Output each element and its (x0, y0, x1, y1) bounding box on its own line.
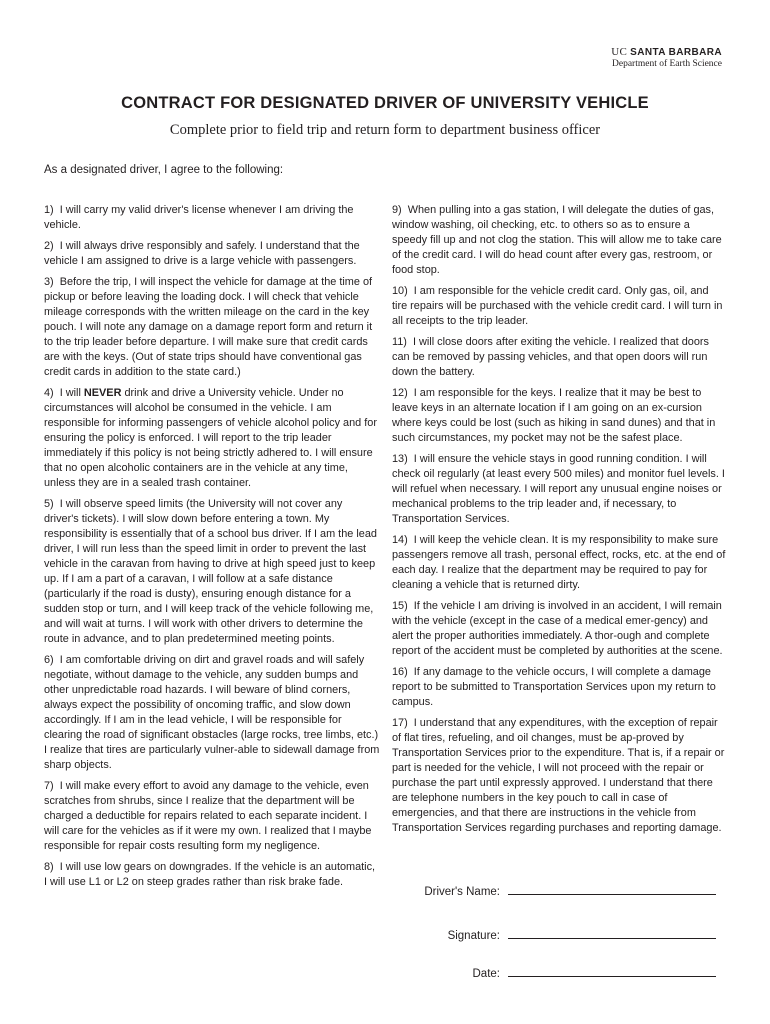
item-text: I am comfortable driving on dirt and gravel roads and will safely negotiate, without damage to the vehicle, any sudden bumps and other unpredictable road hazards. I will beware of blind corners, always expect the possibility of oncoming traffic, and slow down accordingly. If I am in the lead vehicle, I will be responsible for clearing the road of significant obstacles (large rocks, tree limbs, etc.) I realize that tires are particularly vulner-able to sidewall damage from sharp objects. (44, 654, 380, 771)
item-text: I will keep the vehicle clean. It is my responsibility to make sure passengers remove all trash, personal effect, rocks, etc. at the end of each day. I realize that the department may be required to pay for cleaning a vehicle that is returned dirty. (392, 534, 726, 591)
right-column (392, 203, 726, 842)
agreement-item-12 (392, 386, 726, 446)
item-number: 9) (392, 204, 402, 216)
item-text: I understand that any expenditures, with the exception of repair of flat tires, refueling, and oil changes, must be ap-proved by Transportation Services prior to the expenditure. That is, if a repair or part is needed for the vehicle, I will not proceed with the repair or purchase the part until expressly approved. I understand that there are telephone numbers in the key pouch to call in case of emergencies, and that there are instructions in the vehicle from Transportation Services regarding purchases and reporting damage. (392, 717, 725, 834)
agreement-item-1 (44, 203, 380, 233)
agreement-item-10 (392, 284, 726, 329)
item-number: 2) (44, 240, 54, 252)
agreement-item-14 (392, 533, 726, 593)
agreement-item-6 (44, 653, 380, 773)
agreement-item-16 (392, 665, 726, 710)
item-number: 4) (44, 387, 54, 399)
intro-text: As a designated driver, I agree to the following: (44, 164, 284, 176)
item-text: When pulling into a gas station, I will delegate the duties of gas, window washing, oil checking, etc. to others so as to ensure a speedy fill up and not clog the station. This will allow me to take care of the credit card. I will do head count after every gas, restroom, or food stop. (392, 204, 722, 276)
agreement-item-11 (392, 335, 726, 380)
university-logo (611, 46, 722, 58)
item-text: Before the trip, I will inspect the vehicle for damage at the time of pickup or before leaving the loading dock. I will check that vehicle mileage corresponds with the written mileage on the card in the key pouch. I will note any damage on a damage report form and return it to the trip leader before departure. I will make sure that credit cards are with the keys. (Out of state trips should have conventional gas credit cards in addition to the state card.) (44, 276, 373, 378)
never-emphasis: NEVER (83, 387, 122, 399)
letterhead (611, 46, 722, 69)
signature-field[interactable] (448, 928, 716, 942)
signature-label: Signature: (447, 930, 500, 942)
item-number: 13) (392, 453, 408, 465)
item-text-lead: I will (59, 387, 81, 399)
agreement-item-15 (392, 599, 726, 659)
item-text: I will observe speed limits (the University will not cover any driver's tickets). I will slow down before entering a town. My responsibility is essentially that of a school bus driver. If I am the lead driver, I will run less than the speed limit in order to prevent the last vehicle in the caravan from having to drive at high speed just to keep up. If I am a part of a caravan, I will follow at a safe distance (particularly if the road is dusty), ensuring enough distance for a sudden stop or turn, and I will keep track of the vehicle following me, and will wait at turns. I will work with other drivers to determine the route in advance, and to plan predetermined meeting points. (44, 498, 377, 645)
date-line[interactable] (508, 966, 716, 977)
campus-name: SANTA BARBARA (630, 47, 722, 58)
document-subtitle: Complete prior to field trip and return form to department business officer (169, 122, 601, 138)
item-text: I am responsible for the vehicle credit card. Only gas, oil, and tire repairs will be purchased with the vehicle credit card. I will turn in all receipts to the trip leader. (392, 285, 723, 327)
agreement-item-2 (44, 239, 380, 269)
item-text: I will use low gears on downgrades. If the vehicle is an automatic, I will use L1 or L2 on steep grades rather than risk brake fade. (44, 861, 376, 888)
agreement-item-3 (44, 275, 380, 380)
item-number: 8) (44, 861, 54, 873)
agreement-item-13 (392, 452, 726, 527)
item-text: I will carry my valid driver's license whenever I am driving the vehicle. (44, 204, 354, 231)
driver-name-label: Driver's Name: (424, 886, 500, 898)
agreement-item-17 (392, 716, 726, 836)
document-title: CONTRACT FOR DESIGNATED DRIVER OF UNIVERSITY VEHICLE (121, 94, 649, 112)
uc-mark: UC (611, 46, 628, 58)
agreement-item-9 (392, 203, 726, 278)
item-number: 14) (392, 534, 408, 546)
agreement-item-4 (44, 386, 380, 491)
item-text: If the vehicle I am driving is involved in an accident, I will remain with the vehicle (except in the case of a medical emer-gency) and alert the proper authorities immediately. A thor-ough and complete report of the accident must be completed by authorities at the scene. (392, 600, 723, 657)
item-text: I will close doors after exiting the vehicle. I realized that doors can be removed by passing vehicles, and that open doors will run down the battery. (392, 336, 709, 378)
driver-name-field[interactable] (424, 884, 716, 898)
item-text: I will make every effort to avoid any damage to the vehicle, even scratches from shrubs, since I realize that the department will be charged a deductible for repairs related to each separate incident. I will care for the vehicles as if it were my own. I realized that I maybe responsible for repair costs resulting form my negligence. (44, 780, 372, 852)
item-number: 10) (392, 285, 408, 297)
agreement-item-5 (44, 497, 380, 647)
item-text: I will always drive responsibly and safely. I understand that the vehicle I am assigned to drive is a large vehicle with passengers. (44, 240, 360, 267)
department-name: Department of Earth Science (612, 59, 722, 69)
agreement-item-7 (44, 779, 380, 854)
item-number: 17) (392, 717, 408, 729)
agreement-item-8 (44, 860, 380, 890)
item-number: 16) (392, 666, 408, 678)
item-number: 5) (44, 498, 54, 510)
item-number: 1) (44, 204, 54, 216)
signature-line[interactable] (508, 928, 716, 939)
item-number: 6) (44, 654, 54, 666)
item-number: 11) (392, 336, 407, 348)
item-text: drink and drive a University vehicle. Under no circumstances will alcohol be consumed in the vehicle. I am responsible for informing passengers of vehicle alcohol policy and for ensuring the policy is enforced. I will report to the trip leader immediately if this policy is not being strictly adhered to. I will ensure that no open alcoholic containers are in the vehicle at any time, unless they are in a sealed trash container. (44, 387, 377, 489)
item-number: 3) (44, 276, 54, 288)
item-text: If any damage to the vehicle occurs, I will complete a damage report to be submitted to Transportation Services upon my return to campus. (392, 666, 716, 708)
item-number: 7) (44, 780, 54, 792)
item-text: I will ensure the vehicle stays in good running condition. I will check oil regularly (at least every 500 miles) and monitor fuel levels. I will refuel when necessary. I will report any unusual engine noises or mechanical problems to the trip leader and, if necessary, to Transportation Services. (392, 453, 725, 525)
item-number: 15) (392, 600, 408, 612)
item-number: 12) (392, 387, 408, 399)
date-field[interactable] (473, 966, 717, 980)
item-text: I am responsible for the keys. I realize that it may be best to leave keys in an alternate location if I am going on an ex-cursion where keys could be lost (such as hiking in sand dunes) and that in such circumstances, my pocket may not be the safest place. (392, 387, 716, 444)
left-column (44, 203, 380, 896)
date-label: Date: (472, 968, 500, 980)
driver-name-line[interactable] (508, 884, 716, 895)
